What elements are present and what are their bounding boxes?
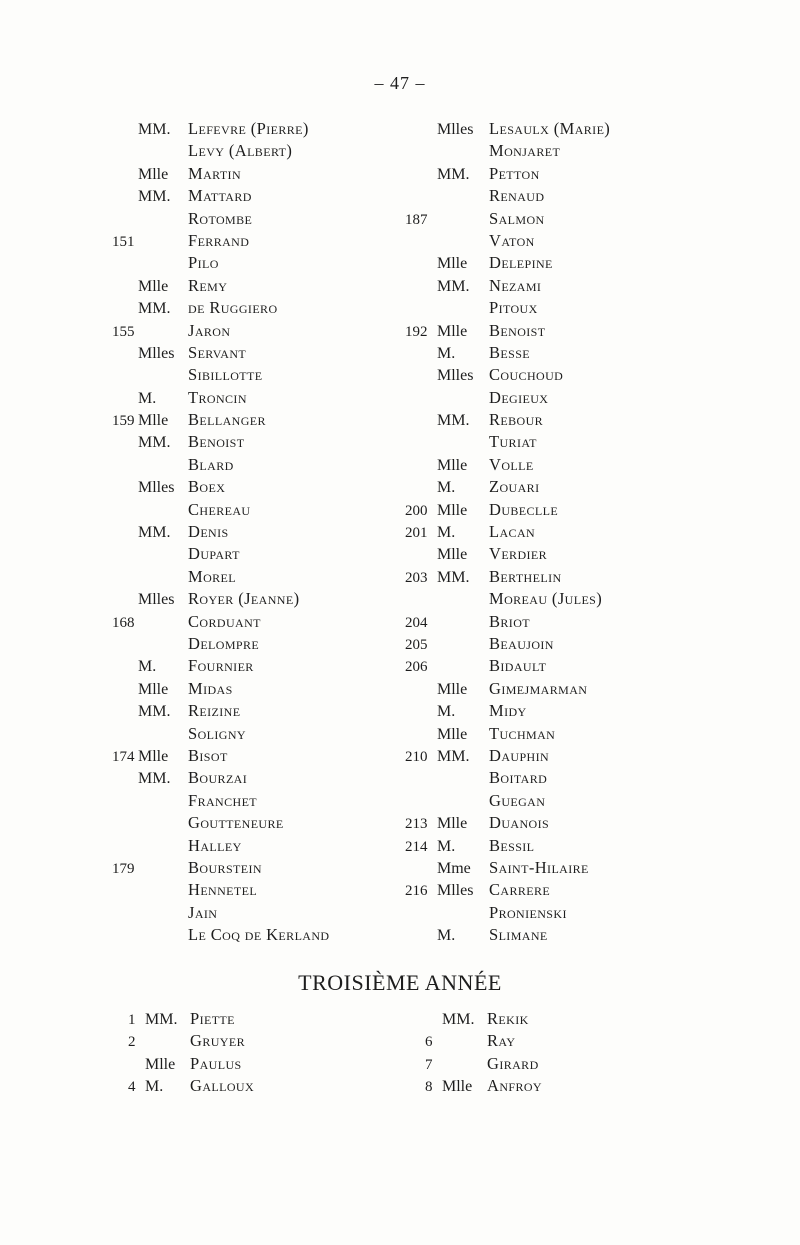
entry-name: Briot xyxy=(489,611,531,631)
entry-name: Dauphin xyxy=(489,745,550,765)
left-name-column xyxy=(112,118,402,946)
section-title: TROISIÈME ANNÉE xyxy=(298,970,502,995)
entry-name: Moreau (Jules) xyxy=(489,589,603,609)
entry-name: Dupart xyxy=(188,544,240,564)
entry-number: 174 xyxy=(112,748,135,765)
list-item xyxy=(405,185,665,207)
entry-title: Mlle xyxy=(145,1055,176,1073)
list-item xyxy=(112,499,402,521)
list-item xyxy=(112,655,402,677)
list-item xyxy=(128,1075,388,1097)
entry-name: Carrere xyxy=(489,880,551,900)
list-item xyxy=(405,163,665,185)
entry-name: Reizine xyxy=(188,701,241,721)
entry-name: Fournier xyxy=(188,656,254,676)
entry-number: 168 xyxy=(112,614,135,631)
entry-name: Paulus xyxy=(190,1053,242,1073)
list-item xyxy=(405,297,665,319)
list-item xyxy=(405,140,665,162)
entry-title: Mlles xyxy=(138,344,175,362)
entry-name: Jaron xyxy=(188,320,231,340)
entry-name: Lesaulx (Marie) xyxy=(489,119,611,138)
entry-name: Ray xyxy=(487,1031,516,1051)
list-item xyxy=(112,588,402,610)
entry-name: Vaton xyxy=(489,230,535,250)
entry-name: Delepine xyxy=(489,253,553,273)
list-item xyxy=(405,633,665,655)
entry-title: MM. xyxy=(437,412,470,430)
entry-number: 210 xyxy=(405,748,428,765)
list-item xyxy=(112,252,402,274)
entry-title: MM. xyxy=(138,434,171,452)
list-item xyxy=(112,140,402,162)
entry-title: M. xyxy=(437,344,456,362)
entry-name: Renaud xyxy=(489,186,545,206)
list-item xyxy=(112,230,402,252)
list-item xyxy=(112,812,402,834)
entry-number: 187 xyxy=(405,211,428,228)
list-item xyxy=(112,857,402,879)
entry-title: Mlle xyxy=(437,456,468,474)
entry-name: Gimejmarman xyxy=(489,678,588,698)
entry-name: Remy xyxy=(188,275,228,295)
entry-name: Goutteneure xyxy=(188,813,284,833)
list-item xyxy=(112,364,402,386)
list-item xyxy=(405,767,665,789)
entry-number: 2 xyxy=(128,1034,136,1051)
entry-number: 192 xyxy=(405,323,428,340)
list-item xyxy=(112,924,402,946)
list-item xyxy=(112,342,402,364)
entry-name: Ferrand xyxy=(188,230,250,250)
entry-title: Mlle xyxy=(138,277,169,295)
entry-name: Girard xyxy=(487,1053,539,1073)
entry-name: de Ruggiero xyxy=(188,298,278,318)
list-item xyxy=(405,320,665,342)
list-item xyxy=(405,499,665,521)
entry-name: Bidault xyxy=(489,656,547,676)
entry-name: Bellanger xyxy=(188,410,266,430)
entry-name: Morel xyxy=(188,566,237,586)
entry-name: Petton xyxy=(489,163,540,183)
list-item xyxy=(128,1053,388,1075)
entry-name: Bisot xyxy=(188,745,228,765)
entry-name: Salmon xyxy=(489,208,545,228)
entry-number: 6 xyxy=(425,1034,433,1051)
entry-name: Midas xyxy=(188,678,233,698)
entry-title: Mlle xyxy=(437,725,468,743)
list-item xyxy=(112,700,402,722)
entry-title: Mlles xyxy=(437,882,474,900)
entry-title: MM. xyxy=(138,188,171,206)
entry-name: Rebour xyxy=(489,410,544,430)
entry-name: Benoist xyxy=(489,320,546,340)
third-year-left-column xyxy=(128,1008,388,1098)
list-item xyxy=(405,790,665,812)
list-item xyxy=(405,431,665,453)
entry-number: 159 xyxy=(112,413,135,430)
entry-name: Verdier xyxy=(489,544,548,564)
entry-title: MM. xyxy=(437,277,470,295)
list-item xyxy=(112,723,402,745)
entry-name: Levy (Albert) xyxy=(188,141,293,161)
entry-number: 205 xyxy=(405,636,428,653)
list-item xyxy=(112,163,402,185)
list-item xyxy=(425,1053,685,1075)
entry-name: Nezami xyxy=(489,275,542,295)
entry-number: 200 xyxy=(405,502,428,519)
list-item xyxy=(405,543,665,565)
list-item xyxy=(405,364,665,386)
entry-name: Franchet xyxy=(188,790,258,810)
entry-number: 206 xyxy=(405,659,428,676)
list-item xyxy=(112,118,402,140)
entry-title: Mlle xyxy=(138,747,169,765)
list-item xyxy=(405,611,665,633)
entry-title: M. xyxy=(437,927,456,945)
entry-name: Degieux xyxy=(489,387,549,407)
entry-name: Hennetel xyxy=(188,880,258,900)
entry-title: Mlle xyxy=(138,412,169,430)
entry-title: MM. xyxy=(138,770,171,788)
list-item xyxy=(112,745,402,767)
entry-title: Mlle xyxy=(437,322,468,340)
list-item xyxy=(405,588,665,610)
entry-number: 213 xyxy=(405,816,428,833)
entry-name: Royer (Jeanne) xyxy=(188,589,300,609)
list-item xyxy=(112,633,402,655)
list-item xyxy=(405,745,665,767)
list-item xyxy=(405,476,665,498)
entry-title: M. xyxy=(145,1078,164,1096)
entry-title: M. xyxy=(437,703,456,721)
entry-name: Martin xyxy=(188,163,242,183)
entry-name: Duanois xyxy=(489,813,550,833)
list-item xyxy=(405,655,665,677)
entry-name: Dubeclle xyxy=(489,499,559,519)
entry-name: Monjaret xyxy=(489,141,561,161)
entry-title: Mlle xyxy=(437,546,468,564)
entry-title: M. xyxy=(437,479,456,497)
entry-name: Corduant xyxy=(188,611,261,631)
entry-name: Soligny xyxy=(188,723,246,743)
list-item xyxy=(112,297,402,319)
entry-name: Blard xyxy=(188,454,234,474)
page-number: – 47 – xyxy=(374,73,426,93)
entry-name: Rekik xyxy=(487,1009,529,1028)
entry-title: M. xyxy=(437,837,456,855)
entry-name: Galloux xyxy=(190,1076,255,1096)
entry-name: Denis xyxy=(188,522,229,542)
list-item xyxy=(112,387,402,409)
list-item xyxy=(405,924,665,946)
list-item xyxy=(112,208,402,230)
entry-name: Pitoux xyxy=(489,298,538,318)
list-item xyxy=(112,835,402,857)
entry-title: MM. xyxy=(442,1011,475,1028)
entry-name: Berthelin xyxy=(489,566,562,586)
entry-number: 155 xyxy=(112,323,135,340)
list-item xyxy=(405,342,665,364)
entry-name: Pilo xyxy=(188,253,219,273)
entry-name: Couchoud xyxy=(489,365,564,385)
list-item xyxy=(405,902,665,924)
entry-title: MM. xyxy=(437,165,470,183)
list-item xyxy=(405,387,665,409)
list-item xyxy=(405,521,665,543)
entry-name: Lacan xyxy=(489,522,536,542)
entry-number: 201 xyxy=(405,525,428,542)
list-item xyxy=(425,1075,685,1097)
entry-title: Mlle xyxy=(138,680,169,698)
entry-name: Zouari xyxy=(489,477,540,497)
entry-title: Mlle xyxy=(138,165,169,183)
entry-name: Mattard xyxy=(188,186,252,206)
entry-name: Gruyer xyxy=(190,1031,245,1051)
list-item xyxy=(405,857,665,879)
list-item xyxy=(405,700,665,722)
list-item xyxy=(112,879,402,901)
entry-name: Rotombe xyxy=(188,208,253,228)
list-item xyxy=(112,185,402,207)
entry-title: MM. xyxy=(138,703,171,721)
list-item xyxy=(128,1008,388,1030)
entry-title: Mme xyxy=(437,859,471,877)
list-item xyxy=(112,543,402,565)
entry-name: Sibillotte xyxy=(188,365,263,385)
entry-title: Mlles xyxy=(138,591,175,609)
right-name-column xyxy=(405,118,665,946)
entry-name: Benoist xyxy=(188,432,245,452)
entry-name: Besse xyxy=(489,342,531,362)
entry-name: Midy xyxy=(489,701,527,721)
entry-name: Beaujoin xyxy=(489,633,554,653)
list-item xyxy=(405,252,665,274)
entry-number: 151 xyxy=(112,233,135,250)
entry-title: MM. xyxy=(145,1011,178,1028)
list-item xyxy=(112,320,402,342)
list-item xyxy=(112,611,402,633)
entry-title: M. xyxy=(138,658,157,676)
entry-name: Guegan xyxy=(489,790,546,810)
list-item xyxy=(112,454,402,476)
list-item xyxy=(112,409,402,431)
list-item xyxy=(405,678,665,700)
list-item xyxy=(405,835,665,857)
entry-name: Boex xyxy=(188,477,226,497)
entry-name: Halley xyxy=(188,835,242,855)
entry-name: Delompre xyxy=(188,633,260,653)
list-item xyxy=(405,208,665,230)
entry-name: Pronienski xyxy=(489,902,567,922)
list-item xyxy=(128,1030,388,1052)
list-item xyxy=(112,902,402,924)
entry-name: Anfroy xyxy=(487,1076,542,1096)
entry-title: M. xyxy=(138,389,157,407)
list-item xyxy=(425,1008,685,1030)
list-item xyxy=(425,1030,685,1052)
entry-name: Troncin xyxy=(188,387,247,407)
entry-title: Mlles xyxy=(437,121,474,138)
list-item xyxy=(405,879,665,901)
list-item xyxy=(405,454,665,476)
list-item xyxy=(405,409,665,431)
entry-number: 216 xyxy=(405,883,428,900)
entry-name: Bessil xyxy=(489,835,535,855)
list-item xyxy=(112,790,402,812)
list-item xyxy=(405,566,665,588)
entry-number: 179 xyxy=(112,860,135,877)
entry-title: Mlle xyxy=(437,680,468,698)
list-item xyxy=(405,812,665,834)
entry-title: Mlle xyxy=(437,501,468,519)
entry-title: MM. xyxy=(437,747,470,765)
entry-number: 204 xyxy=(405,614,428,631)
entry-name: Le Coq de Kerland xyxy=(188,925,330,945)
list-item xyxy=(112,566,402,588)
entry-name: Boitard xyxy=(489,768,548,788)
entry-name: Lefevre (Pierre) xyxy=(188,119,309,138)
entry-name: Slimane xyxy=(489,925,548,945)
entry-number: 7 xyxy=(425,1056,433,1073)
list-item xyxy=(112,678,402,700)
entry-number: 8 xyxy=(425,1079,433,1096)
entry-title: Mlles xyxy=(437,367,474,385)
entry-name: Bourstein xyxy=(188,857,262,877)
entry-number: 203 xyxy=(405,569,428,586)
list-item xyxy=(112,476,402,498)
entry-title: MM. xyxy=(138,121,171,138)
third-year-right-column xyxy=(425,1008,685,1098)
entry-name: Turiat xyxy=(489,432,537,452)
entry-name: Piette xyxy=(190,1009,235,1028)
entry-name: Servant xyxy=(188,342,247,362)
entry-name: Jain xyxy=(188,902,218,922)
entry-number: 1 xyxy=(128,1012,136,1028)
entry-name: Chereau xyxy=(188,499,251,519)
list-item xyxy=(405,230,665,252)
entry-name: Tuchman xyxy=(489,723,556,743)
entry-title: MM. xyxy=(138,300,171,318)
list-item xyxy=(405,723,665,745)
list-item xyxy=(112,521,402,543)
entry-title: MM. xyxy=(437,568,470,586)
entry-name: Volle xyxy=(489,454,534,474)
entry-number: 4 xyxy=(128,1079,136,1096)
list-item xyxy=(112,275,402,297)
list-item xyxy=(112,767,402,789)
list-item xyxy=(405,275,665,297)
entry-title: M. xyxy=(437,524,456,542)
list-item xyxy=(112,431,402,453)
entry-title: Mlles xyxy=(138,479,175,497)
entry-name: Bourzai xyxy=(188,768,248,788)
list-item xyxy=(405,118,665,140)
entry-number: 214 xyxy=(405,838,428,855)
entry-title: MM. xyxy=(138,524,171,542)
entry-title: Mlle xyxy=(437,815,468,833)
entry-title: Mlle xyxy=(442,1078,473,1096)
entry-title: Mlle xyxy=(437,255,468,273)
entry-name: Saint-Hilaire xyxy=(489,857,589,877)
